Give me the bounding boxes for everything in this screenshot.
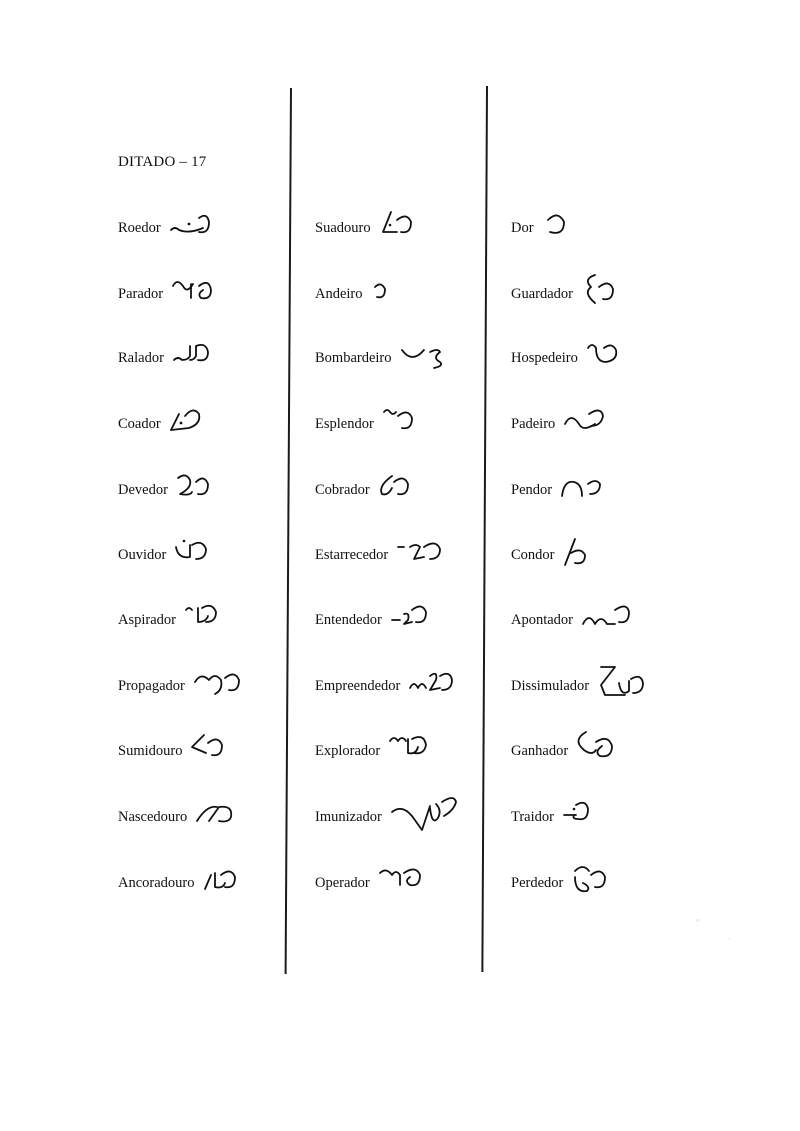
word-label: Aspirador [118, 611, 176, 628]
word-entry [118, 335, 216, 375]
shorthand-perdedor-icon [571, 863, 615, 897]
shorthand-coador-icon [169, 406, 209, 436]
shorthand-parador-icon [171, 276, 217, 306]
word-entry [511, 663, 651, 703]
word-entry [315, 401, 422, 441]
shorthand-entendedor-icon [390, 602, 434, 632]
word-label: Cobrador [315, 481, 370, 498]
word-entry [511, 794, 602, 834]
shorthand-ancoradouro-icon [203, 865, 243, 895]
word-label: Traidor [511, 808, 554, 825]
word-entry [118, 663, 247, 703]
word-label: Empreendedor [315, 677, 401, 694]
word-entry [118, 728, 230, 768]
word-label: Hospedeiro [511, 349, 578, 366]
word-label: Devedor [118, 481, 168, 498]
word-entry [511, 728, 626, 768]
word-label: Pendor [511, 481, 553, 498]
word-entry [315, 597, 434, 637]
word-entry [315, 860, 432, 900]
word-label: Padeiro [511, 415, 556, 432]
word-entry [118, 532, 214, 572]
shorthand-suadouro-icon [379, 210, 419, 240]
word-entry [315, 205, 419, 245]
word-label: Bombardeiro [315, 349, 392, 366]
shorthand-hospedeiro-icon [586, 340, 626, 370]
word-label: Condor [511, 546, 555, 563]
paper-speck: ◦ [696, 915, 700, 925]
page-title: DITADO – 17 [118, 154, 207, 170]
shorthand-pendor-icon [560, 472, 608, 502]
shorthand-ralador-icon [172, 340, 216, 370]
word-entry [315, 794, 464, 834]
shorthand-explorador-icon [388, 733, 436, 763]
word-label: Estarrecedor [315, 546, 389, 563]
word-label: Nascedouro [118, 808, 188, 825]
word-label: Esplendor [315, 415, 374, 432]
word-entry [511, 335, 626, 375]
word-entry [315, 663, 460, 703]
word-entry [511, 401, 611, 441]
word-entry [118, 597, 224, 637]
word-label: Suadouro [315, 219, 371, 236]
shorthand-apontador-icon [581, 602, 637, 632]
word-entry [315, 271, 391, 311]
shorthand-aspirador-icon [184, 602, 224, 632]
word-label: Ancoradouro [118, 874, 195, 891]
word-entry [315, 335, 448, 375]
word-label: Propagador [118, 677, 185, 694]
shorthand-ganhador-icon [576, 730, 626, 766]
word-label: Perdedor [511, 874, 564, 891]
word-label: Dissimulador [511, 677, 590, 694]
word-label: Coador [118, 415, 161, 432]
column-divider-left [285, 88, 292, 974]
word-label: Imunizador [315, 808, 382, 825]
shorthand-dor-icon [542, 210, 572, 240]
word-label: Ganhador [511, 742, 569, 759]
word-label: Guardador [511, 285, 574, 302]
shorthand-ouvidor-icon [174, 537, 214, 567]
shorthand-nascedouro-icon [195, 799, 243, 829]
word-label: Explorador [315, 742, 381, 759]
word-entry [511, 860, 615, 900]
word-entry [315, 728, 436, 768]
word-entry [118, 271, 217, 311]
word-label: Ralador [118, 349, 164, 366]
word-entry [315, 467, 418, 507]
word-entry [118, 467, 216, 507]
shorthand-guardador-icon [581, 273, 621, 309]
word-label: Operador [315, 874, 370, 891]
word-label: Andeiro [315, 285, 363, 302]
shorthand-roedor-icon [169, 210, 213, 240]
shorthand-sumidouro-icon [190, 733, 230, 763]
shorthand-andeiro-icon [371, 279, 391, 303]
word-entry [118, 401, 209, 441]
word-entry [118, 794, 243, 834]
word-entry [511, 271, 621, 311]
word-label: Sumidouro [118, 742, 183, 759]
shorthand-imunizador-icon [390, 792, 464, 836]
shorthand-padeiro-icon [563, 406, 611, 436]
shorthand-operador-icon [378, 865, 432, 895]
word-entry [511, 532, 593, 572]
word-entry [511, 205, 572, 245]
word-label: Apontador [511, 611, 574, 628]
paper-speck: · [728, 934, 731, 944]
shorthand-esplendor-icon [382, 406, 422, 436]
word-label: Roedor [118, 219, 161, 236]
shorthand-propagador-icon [193, 668, 247, 698]
word-label: Parador [118, 285, 164, 302]
column-divider-right [481, 86, 487, 972]
shorthand-dissimulador-icon [597, 663, 651, 703]
shorthand-traidor-icon [562, 797, 602, 831]
word-entry [511, 467, 608, 507]
shorthand-cobrador-icon [378, 472, 418, 502]
shorthand-devedor-icon [176, 472, 216, 502]
word-entry [118, 205, 213, 245]
word-entry [118, 860, 243, 900]
word-label: Entendedor [315, 611, 382, 628]
shorthand-bombardeiro-icon [400, 340, 448, 370]
shorthand-condor-icon [563, 535, 593, 569]
shorthand-empreendedor-icon [408, 668, 460, 698]
word-entry [315, 532, 452, 572]
shorthand-estarrecedor-icon [396, 537, 452, 567]
word-entry [511, 597, 637, 637]
word-label: Dor [511, 219, 534, 236]
word-label: Ouvidor [118, 546, 167, 563]
